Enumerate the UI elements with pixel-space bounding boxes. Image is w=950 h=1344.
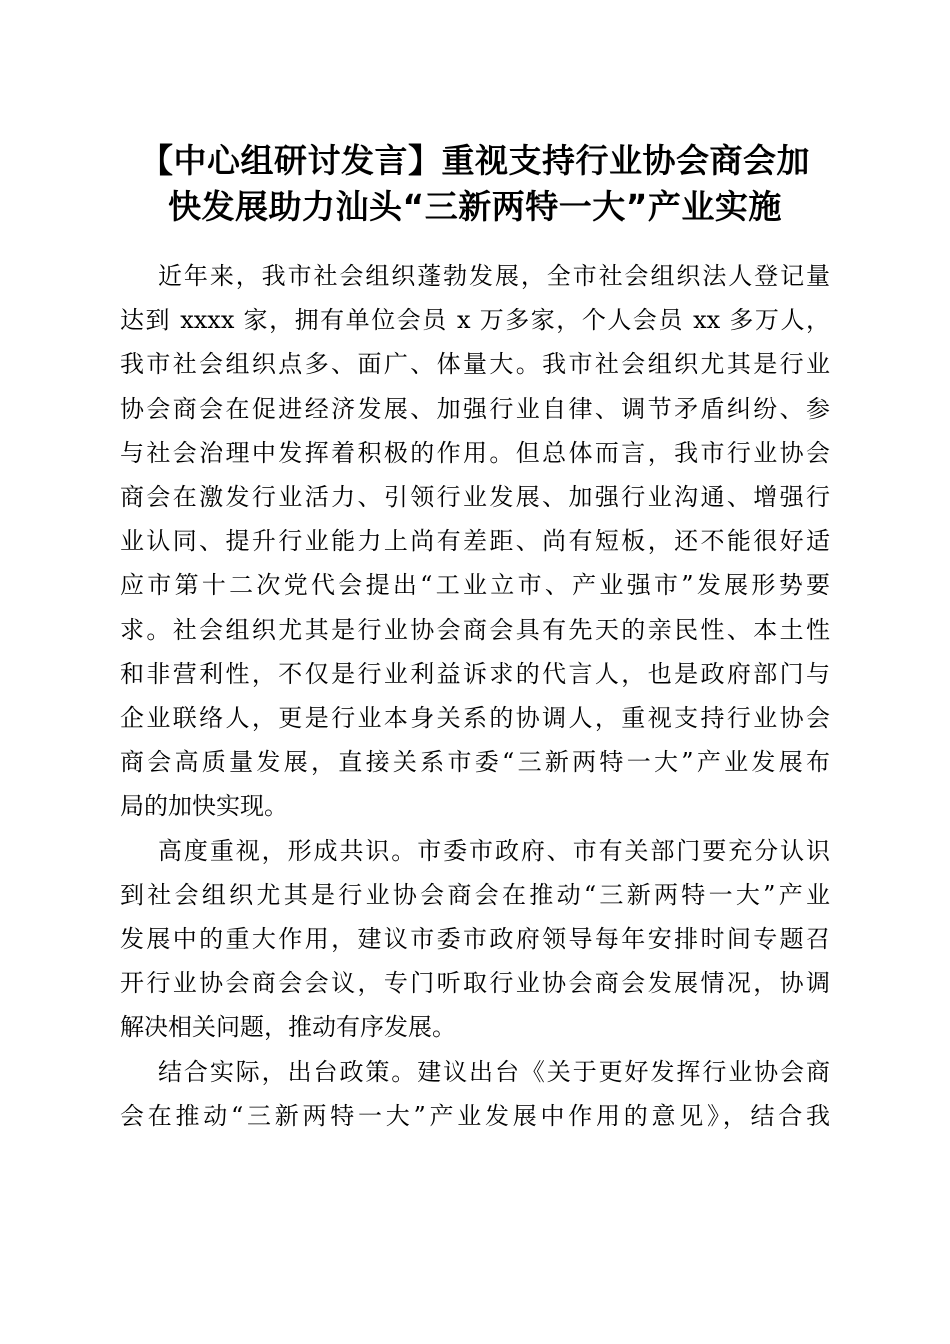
text-line: 发展中的重大作用，建议市委市政府领导每年安排时间专题召 xyxy=(120,925,830,954)
text-line: 达到 xxxx 家，拥有单位会员 x 万多家，个人会员 xx 多万人， xyxy=(120,306,830,335)
text-line: 应市第十二次党代会提出“工业立市、产业强市”发展形势要 xyxy=(120,571,830,600)
paragraph-consensus xyxy=(120,829,830,1050)
text-line: 近年来，我市社会组织蓬勃发展，全市社会组织法人登记量 xyxy=(158,262,830,290)
text-line: 和非营利性，不仅是行业利益诉求的代言人，也是政府部门与 xyxy=(120,659,830,688)
paragraph-intro xyxy=(120,254,830,829)
text-line: 开行业协会商会会议，专门听取行业协会商会发展情况，协调 xyxy=(120,969,830,998)
text-line: 会在推动“三新两特一大”产业发展中作用的意见》，结合我 xyxy=(120,1101,830,1130)
document-title xyxy=(100,138,850,230)
title-line-2: 快发展助力汕头“三新两特一大”产业实施 xyxy=(168,187,782,226)
text-line: 局的加快实现。 xyxy=(120,792,288,821)
text-line: 业认同、提升行业能力上尚有差距、尚有短板，还不能很好适 xyxy=(120,527,830,556)
document-body xyxy=(120,254,830,1138)
text-line: 与社会治理中发挥着积极的作用。但总体而言，我市行业协会 xyxy=(120,438,830,467)
text-line: 结合实际，出台政策。建议出台《关于更好发挥行业协会商 xyxy=(158,1057,830,1086)
text-line: 解决相关问题，推动有序发展。 xyxy=(120,1013,456,1042)
text-line: 商会高质量发展，直接关系市委“三新两特一大”产业发展布 xyxy=(120,748,830,777)
text-line: 商会在激发行业活力、引领行业发展、加强行业沟通、增强行 xyxy=(120,483,830,512)
text-line: 协会商会在促进经济发展、加强行业自律、调节矛盾纠纷、参 xyxy=(120,394,830,423)
text-line: 高度重视，形成共识。市委市政府、市有关部门要充分认识 xyxy=(158,836,830,865)
text-line: 我市社会组织点多、面广、体量大。我市社会组织尤其是行业 xyxy=(120,350,830,379)
text-line: 到社会组织尤其是行业协会商会在推动“三新两特一大”产业 xyxy=(120,880,830,909)
text-line: 求。社会组织尤其是行业协会商会具有先天的亲民性、本土性 xyxy=(120,615,830,644)
text-line: 企业联络人，更是行业本身关系的协调人，重视支持行业协会 xyxy=(120,704,830,733)
title-line-1: 【中心组研讨发言】重视支持行业协会商会加 xyxy=(140,141,810,180)
paragraph-policy xyxy=(120,1050,830,1138)
